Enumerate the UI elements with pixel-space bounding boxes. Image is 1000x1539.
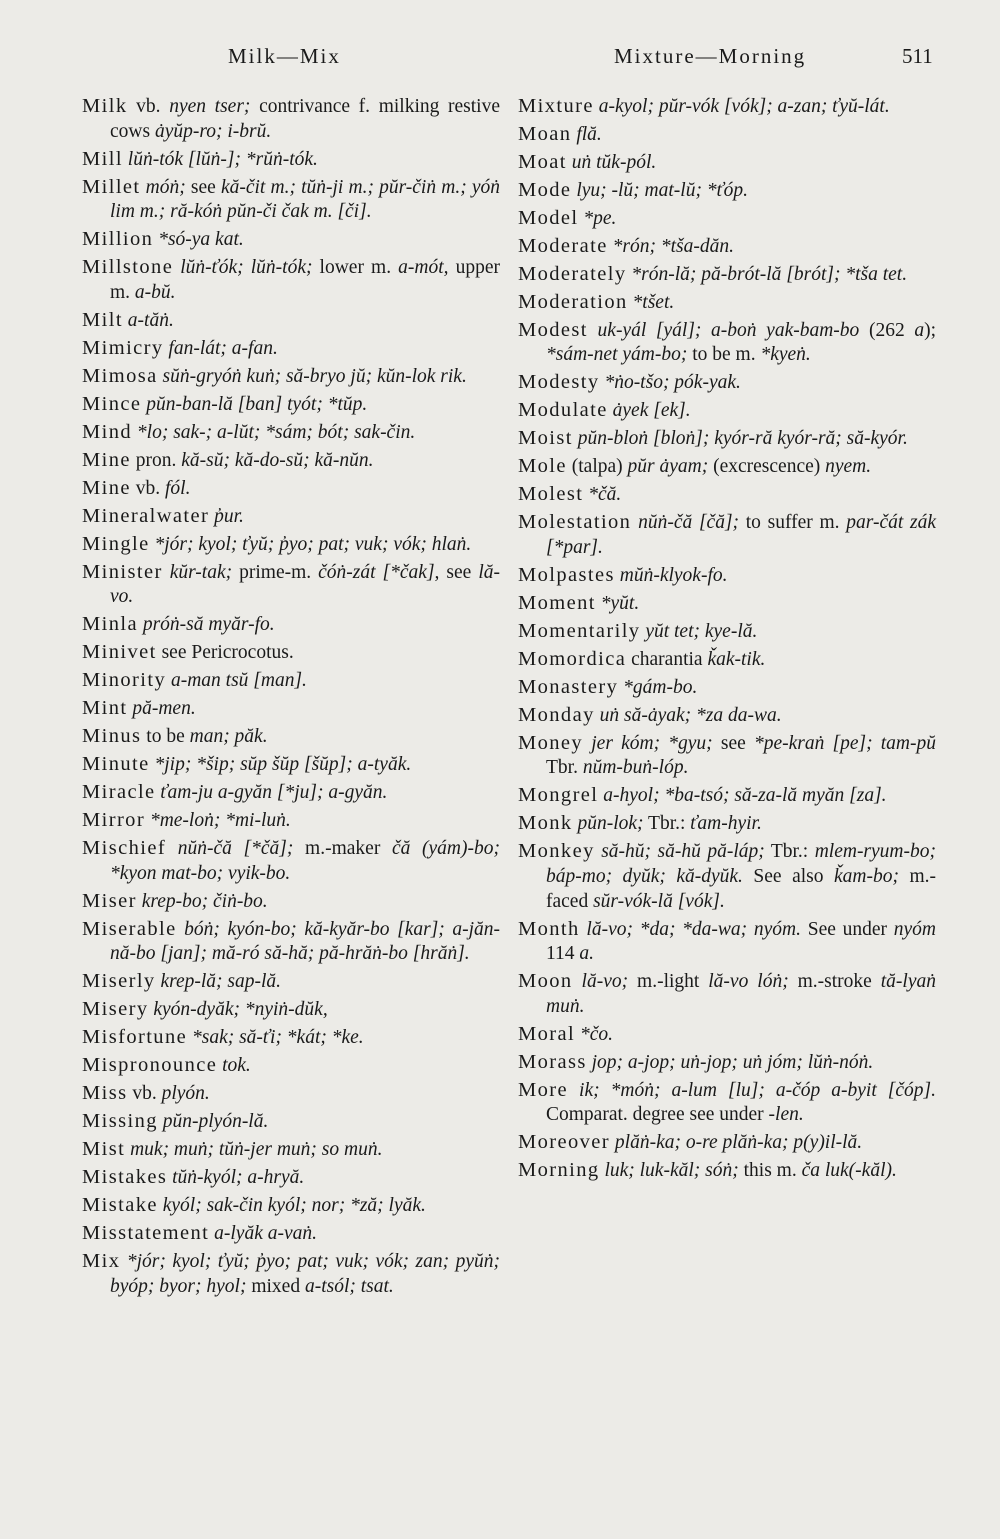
headword: Mimicry	[82, 336, 164, 359]
headword: Misfortune	[82, 1026, 188, 1049]
gloss-text: vb.	[130, 477, 165, 499]
lepcha-equivalent: pŭn-bloṅ [bloṅ]; kyór-ră kyór-ră; să-kyór.	[577, 428, 908, 450]
headword: Mixture	[518, 95, 594, 117]
lepcha-equivalent: flă.	[576, 123, 602, 145]
dictionary-entry	[82, 308, 500, 334]
gloss-text: Tbr.	[546, 757, 583, 779]
dictionary-entry	[82, 1053, 500, 1079]
headword: Minority	[82, 669, 167, 692]
lepcha-equivalent: *jór; kyol; ťyŭ; p̓yo; pat; vuk; vók; zan; pyŭṅ; byóp; byor; hyol;	[110, 1251, 500, 1297]
running-header	[0, 44, 1000, 74]
dictionary-entry	[82, 1221, 500, 1247]
gloss-text	[163, 562, 170, 583]
headword: Miss	[82, 1082, 128, 1105]
headword: Mint	[82, 697, 128, 720]
lepcha-equivalent: lŭṅ-ťók; lŭṅ-tók;	[180, 257, 313, 279]
lepcha-equivalent: tă-lyaṅ muṅ.	[546, 971, 936, 1017]
lepcha-equivalent: a.	[579, 943, 595, 965]
headword: Mingle	[82, 532, 150, 555]
lepcha-equivalent: a-tsól; tsat.	[304, 1275, 394, 1297]
dictionary-entry	[82, 175, 500, 225]
dictionary-entry	[518, 290, 936, 316]
gloss-text: prime-m.	[232, 561, 319, 583]
gloss-text: );	[924, 319, 937, 341]
gloss-text	[573, 971, 582, 992]
lepcha-equivalent: nyem.	[825, 456, 872, 478]
gloss-text: vb.	[127, 96, 170, 117]
headword: Mill	[82, 147, 123, 170]
dictionary-entry	[518, 1022, 936, 1048]
headword: Mole	[518, 455, 567, 478]
gloss-text: upper m.	[110, 257, 501, 303]
gloss-text: pron.	[130, 449, 182, 471]
gloss-text: Tbr.:	[643, 813, 691, 835]
headword: Modulate	[518, 399, 608, 422]
dictionary-entry	[518, 619, 936, 645]
gloss-text: see Pericrocotus.	[156, 642, 294, 664]
dictionary-entry	[82, 364, 500, 390]
dictionary-entry	[518, 969, 936, 1019]
lepcha-equivalent: a-kyol; pŭr-vók [vók]; a-zan; ťyŭ-lát.	[598, 96, 890, 117]
headword: Monkey	[518, 840, 595, 863]
lepcha-equivalent: *kyeṅ.	[760, 344, 811, 366]
lepcha-equivalent: čóṅ-zát [*čak],	[318, 561, 440, 583]
lepcha-equivalent: *só-ya kat.	[158, 229, 244, 251]
dictionary-entry	[518, 783, 936, 809]
lepcha-equivalent: uk-yál [yál]; a-boṅ yak-bam-bo	[597, 319, 860, 341]
headword: Miserly	[82, 970, 156, 993]
headword: Mispronounce	[82, 1054, 218, 1077]
gloss-text: mixed	[246, 1275, 305, 1297]
dictionary-entry	[82, 696, 500, 722]
lepcha-equivalent: pŭn-plyón-lă.	[162, 1111, 269, 1133]
gloss-text: contrivance f. milking restive cows	[110, 96, 501, 142]
lepcha-equivalent: pŭn-ban-lă [ban] tyót; *tŭp.	[146, 393, 368, 415]
headword: Momordica	[518, 647, 627, 670]
dictionary-entry	[518, 510, 936, 560]
dictionary-entry	[518, 703, 936, 729]
lepcha-equivalent: să-hŭ; să-hŭ pă-láp;	[601, 841, 765, 863]
headword: Minla	[82, 613, 138, 636]
headword: Moist	[518, 427, 573, 450]
headword: Molest	[518, 483, 584, 506]
gloss-text: Comparat. degree see under	[546, 1104, 769, 1126]
lepcha-equivalent: nŭṅ-čă [čă];	[638, 512, 740, 534]
dictionary-entry	[82, 889, 500, 915]
lepcha-equivalent: *rón-lă; pă-brót-lă [brót]; *tša tet.	[631, 263, 908, 285]
lepcha-equivalent: uṅ tŭk-pól.	[571, 151, 657, 173]
lepcha-equivalent: jop; a-jop; uṅ-jop; uṅ jóm; lŭṅ-nóṅ.	[591, 1051, 874, 1073]
headword: Minivet	[82, 641, 157, 664]
dictionary-entry	[82, 724, 500, 750]
lepcha-equivalent: *ṅo-tšo; pók-yak.	[604, 372, 741, 394]
lepcha-equivalent: *me-loṅ; *mi-luṅ.	[149, 810, 291, 832]
lepcha-equivalent: ik; *móṅ; a-lum [lu]; a-čóp a-byit [čóp].	[579, 1079, 936, 1101]
headword: Mongrel	[518, 784, 599, 807]
dictionary-entry	[518, 206, 936, 232]
lepcha-equivalent: *pe-kraṅ [pe]; tam-pŭ	[753, 732, 937, 754]
dictionary-entry	[82, 336, 500, 362]
dictionary-entry	[82, 255, 500, 305]
dictionary-entry	[518, 563, 936, 589]
dictionary-entry	[518, 1050, 936, 1076]
headword: Million	[82, 228, 154, 251]
dictionary-entry	[82, 532, 500, 558]
dictionary-entry	[518, 454, 936, 480]
lepcha-equivalent: lă-vo.	[110, 561, 500, 608]
dictionary-entry	[518, 122, 936, 148]
headword: Molestation	[518, 511, 632, 534]
headword: Minister	[82, 560, 163, 583]
headword: Miracle	[82, 781, 156, 804]
gloss-text: charantia	[626, 648, 708, 670]
dictionary-entry	[82, 752, 500, 778]
lepcha-equivalent: luk; luk-kăl; sóṅ;	[604, 1160, 739, 1182]
headword: Modest	[518, 318, 588, 341]
headword: Miser	[82, 889, 137, 912]
lepcha-equivalent: yŭt tet; kye-lă.	[645, 620, 758, 642]
lepcha-equivalent: tok.	[222, 1055, 251, 1077]
headword: Monday	[518, 703, 595, 726]
lepcha-equivalent: ȧyek [ek].	[612, 400, 691, 422]
lepcha-equivalent: kyól; sak-čin kyól; nor; *ză; lyăk.	[162, 1195, 426, 1217]
headword: Modesty	[518, 371, 600, 394]
gloss-text: (262	[859, 319, 915, 341]
dictionary-entry	[518, 839, 936, 914]
dictionary-entry	[82, 1081, 500, 1107]
dictionary-entry	[82, 1193, 500, 1219]
headword: Moral	[518, 1022, 576, 1045]
lepcha-equivalent: *čă.	[588, 484, 622, 506]
headword: Minus	[82, 725, 142, 748]
lepcha-equivalent: jer kóm; *gyu;	[591, 732, 713, 754]
gloss-text	[588, 320, 598, 341]
lepcha-equivalent: próṅ-să myăr-fo.	[142, 614, 275, 636]
lepcha-equivalent: mŭṅ-klyok-fo.	[619, 564, 728, 586]
lepcha-equivalent: ǩak-tik.	[707, 648, 766, 670]
headword: Misery	[82, 998, 149, 1021]
lepcha-equivalent: bóṅ; kyón-bo; kă-kyăr-bo [kar]; a-jăn-nă-bo [jan]; mă-ró să-hă; pă-hrăṅ-bo [hrăṅ].	[110, 918, 501, 965]
dictionary-entry	[518, 318, 936, 368]
gloss-text: see	[439, 561, 479, 583]
lepcha-equivalent: a-hyol; *ba-tsó; să-za-lă myăn [za].	[603, 785, 887, 807]
lepcha-equivalent: *jór; kyol; ťyŭ; p̓yo; pat; vuk; vók; hlaṅ.	[154, 533, 472, 555]
headword: More	[518, 1078, 569, 1101]
headword: Momentarily	[518, 619, 641, 642]
headword: Millet	[82, 175, 141, 198]
lepcha-equivalent: *tšet.	[632, 291, 675, 313]
lepcha-equivalent: nyen tser;	[169, 96, 251, 117]
lepcha-equivalent: uṅ să-ȧyak; *za da-wa.	[599, 704, 782, 726]
dictionary-entry	[518, 262, 936, 288]
lepcha-equivalent: *čo.	[579, 1023, 614, 1045]
lepcha-equivalent: *gám-bo.	[623, 676, 698, 698]
lepcha-equivalent: nŭm-buṅ-lóp.	[582, 757, 689, 779]
dictionary-entry	[518, 482, 936, 508]
lepcha-equivalent: čă (yám)-bo; *kyon mat-bo; vyik-bo.	[110, 838, 500, 884]
gloss-text: m.-faced	[546, 866, 936, 912]
headword: Mimosa	[82, 364, 158, 387]
dictionary-entry	[518, 1078, 936, 1128]
lepcha-equivalent: *pe.	[583, 207, 617, 229]
dictionary-entry	[82, 780, 500, 806]
headword: Morass	[518, 1050, 587, 1073]
headword: Moreover	[518, 1131, 611, 1154]
lepcha-equivalent: lŭṅ-tók [lŭṅ-]; *rŭṅ-tók.	[127, 148, 318, 170]
lepcha-equivalent: pŭr ȧyam;	[627, 456, 709, 478]
lepcha-equivalent: plăṅ-ka; o-re plăṅ-ka; p(y)il-lă.	[614, 1132, 863, 1154]
headword: Month	[518, 917, 580, 940]
lepcha-equivalent: ťam-hyir.	[690, 813, 762, 835]
dictionary-entry	[82, 448, 500, 474]
gloss-text	[166, 838, 178, 859]
dictionary-entry	[82, 640, 500, 666]
lepcha-equivalent: ča luk(-kăl).	[801, 1160, 897, 1182]
left-column	[82, 94, 500, 1302]
headword: Mistakes	[82, 1166, 168, 1189]
header-right-range: Mixture—Morning	[614, 44, 807, 68]
headword: Moment	[518, 591, 596, 614]
lepcha-equivalent: fan-lát; a-fan.	[168, 337, 278, 359]
headword: Mine	[82, 448, 131, 471]
headword: Mode	[518, 178, 572, 201]
headword: Mineralwater	[82, 504, 210, 527]
gloss-text: to suffer m.	[739, 512, 847, 534]
headword: Minute	[82, 753, 150, 776]
dictionary-entry	[518, 94, 936, 120]
dictionary-entry	[82, 476, 500, 502]
dictionary-entry	[82, 917, 500, 967]
lepcha-equivalent: sŭṅ-gryóṅ kuṅ; să-bryo jŭ; kŭn-lok rik.	[162, 365, 467, 387]
headword: Mischief	[82, 837, 167, 860]
lepcha-equivalent: nyóm	[893, 918, 936, 940]
dictionary-entry	[518, 591, 936, 617]
headword: Misstatement	[82, 1222, 210, 1245]
headword: Miserable	[82, 917, 177, 940]
dictionary-entry	[82, 1137, 500, 1163]
dictionary-entry	[82, 94, 500, 144]
lepcha-equivalent: *yŭt.	[600, 592, 640, 614]
headword: Moderation	[518, 290, 628, 313]
gloss-text: m.-maker	[293, 838, 392, 860]
lepcha-equivalent: nŭṅ-čă [*čă];	[177, 838, 294, 860]
dictionary-entry	[518, 917, 936, 967]
dictionary-entry	[82, 1249, 500, 1299]
headword: Morning	[518, 1159, 600, 1182]
lepcha-equivalent: plyón.	[161, 1083, 210, 1105]
dictionary-entry	[518, 234, 936, 260]
gloss-text: 114	[546, 943, 580, 965]
lepcha-equivalent: ȧyŭp-ro; i-brŭ.	[154, 120, 272, 142]
dictionary-entry	[518, 1130, 936, 1156]
gloss-text: Tbr.:	[764, 841, 815, 863]
headword: Mistake	[82, 1194, 158, 1217]
dictionary-entry	[518, 398, 936, 424]
dictionary-entry	[82, 808, 500, 834]
lepcha-equivalent: lă-vo lóṅ;	[708, 971, 789, 993]
dictionary-entry	[82, 147, 500, 173]
dictionary-entry	[82, 997, 500, 1023]
lepcha-equivalent: *sám-net yám-bo;	[546, 344, 688, 366]
gloss-text: m.-stroke	[788, 971, 881, 993]
lepcha-equivalent: *jip; *šip; sŭp šŭp [šŭp]; a-tyăk.	[154, 754, 412, 776]
lepcha-equivalent: *rón; *tša-dăn.	[612, 235, 734, 257]
gloss-text: vb.	[127, 1083, 162, 1105]
lepcha-equivalent: muk; muṅ; tŭṅ-jer muṅ; so muṅ.	[130, 1139, 383, 1161]
lepcha-equivalent: kŭr-tak;	[169, 561, 233, 583]
dictionary-entry	[518, 811, 936, 837]
lepcha-equivalent: fól.	[165, 477, 191, 499]
dictionary-entry	[82, 836, 500, 886]
gloss-text: lower m.	[312, 257, 399, 279]
dictionary-entry	[518, 647, 936, 673]
right-column	[518, 94, 936, 1186]
gloss-text: to be m.	[687, 344, 761, 366]
headword: Mine	[82, 476, 131, 499]
lepcha-equivalent: sŭr-vók-lă [vók].	[593, 890, 725, 912]
headword: Moan	[518, 122, 572, 145]
lepcha-equivalent: *lo; sak-; a-lŭt; *sám; bót; sak-čin.	[136, 421, 416, 443]
lepcha-equivalent: móṅ;	[145, 176, 186, 198]
dictionary-entry	[518, 731, 936, 781]
headword: Moderate	[518, 234, 608, 257]
headword: Mince	[82, 392, 142, 415]
headword: Mix	[82, 1250, 121, 1272]
lepcha-equivalent: -len.	[768, 1104, 804, 1126]
gloss-text: m.-light	[628, 971, 709, 993]
lepcha-equivalent: kă-sŭ; kă-do-sŭ; kă-nŭn.	[181, 449, 374, 471]
lepcha-equivalent: tŭṅ-kyól; a-hryă.	[172, 1167, 305, 1189]
headword: Moderately	[518, 262, 627, 285]
gloss-text: (talpa)	[566, 456, 628, 478]
dictionary-entry	[518, 150, 936, 176]
lepcha-equivalent: a-tăṅ.	[127, 309, 174, 331]
dictionary-entry	[82, 1165, 500, 1191]
dictionary-entry	[82, 612, 500, 638]
headword: Monk	[518, 812, 573, 835]
headword: Money	[518, 731, 584, 754]
gloss-text: see	[712, 732, 754, 754]
headword: Milk	[82, 95, 128, 117]
lepcha-equivalent: a-bŭ.	[134, 281, 176, 303]
lepcha-equivalent: p̓ur.	[214, 505, 244, 527]
gloss-text: this m.	[738, 1160, 802, 1182]
dictionary-entry	[82, 392, 500, 418]
lepcha-equivalent: *sak; să-ťi; *kát; *ke.	[191, 1027, 364, 1049]
lepcha-equivalent: a-lyăk a-vaṅ.	[214, 1223, 318, 1245]
headword: Missing	[82, 1110, 158, 1133]
headword: Milt	[82, 308, 123, 331]
lepcha-equivalent: par-čát zák [*par].	[546, 512, 936, 558]
lepcha-equivalent: a-mót,	[398, 257, 449, 279]
headword: Molpastes	[518, 563, 615, 586]
dictionary-entry	[82, 227, 500, 253]
headword: Millstone	[82, 256, 174, 279]
lepcha-equivalent: a-man tsŭ [man].	[170, 670, 307, 692]
lepcha-equivalent: kă-čit m.; tŭṅ-ji m.; pŭr-čiṅ m.; yóṅ lim m.; ră-kóṅ pŭn-či čak m. [či].	[110, 176, 500, 223]
lepcha-equivalent: man; păk.	[189, 726, 268, 748]
dictionary-entry	[82, 1109, 500, 1135]
dictionary-entry	[82, 504, 500, 530]
dictionary-entry	[82, 969, 500, 995]
headword: Moon	[518, 970, 573, 993]
lepcha-equivalent: mlem-ryum-bo; báp-mo; dyŭk; kă-dyŭk.	[546, 841, 936, 887]
gloss-text	[568, 1080, 579, 1101]
dictionary-entry	[518, 675, 936, 701]
lepcha-equivalent: krep-lă; sap-lă.	[160, 971, 282, 993]
header-left-range: Milk—Mix	[228, 44, 341, 68]
headword: Mist	[82, 1138, 126, 1161]
lepcha-equivalent: pŭn-lok;	[577, 813, 644, 835]
page-number: 511	[902, 44, 933, 68]
headword: Mirror	[82, 809, 146, 832]
dictionary-entry	[82, 1025, 500, 1051]
dictionary-entry	[82, 420, 500, 446]
dictionary-entry	[518, 178, 936, 204]
gloss-text: to be	[141, 726, 190, 748]
lepcha-equivalent: lă-vo; *da; *da-wa; nyóm.	[586, 918, 802, 940]
lepcha-equivalent: kyón-dyăk; *nyiṅ-dŭk,	[153, 999, 328, 1021]
dictionary-entry	[518, 1158, 936, 1184]
headword: Monastery	[518, 675, 619, 698]
gloss-text: (excrescence)	[708, 456, 826, 478]
lepcha-equivalent: lyu; -lŭ; mat-lŭ; *ťóp.	[576, 179, 749, 201]
headword: Mind	[82, 420, 133, 443]
lepcha-equivalent: ťam-ju a-gyăn [*ju]; a-gyăn.	[160, 782, 388, 804]
gloss-text: see	[185, 176, 221, 198]
lepcha-equivalent: krep-bo; čiṅ-bo.	[141, 890, 268, 912]
lepcha-equivalent: pă-men.	[132, 698, 196, 720]
dictionary-entry	[82, 560, 500, 610]
dictionary-entry	[518, 426, 936, 452]
gloss-text: See also	[742, 866, 834, 887]
lepcha-equivalent: lă-vo;	[581, 971, 629, 993]
gloss-text: See under	[801, 918, 894, 940]
headword: Model	[518, 206, 579, 229]
lepcha-equivalent: a	[914, 319, 925, 341]
lepcha-equivalent: ǩam-bo;	[833, 866, 899, 887]
dictionary-entry	[82, 668, 500, 694]
dictionary-entry	[518, 370, 936, 396]
headword: Moat	[518, 150, 567, 173]
